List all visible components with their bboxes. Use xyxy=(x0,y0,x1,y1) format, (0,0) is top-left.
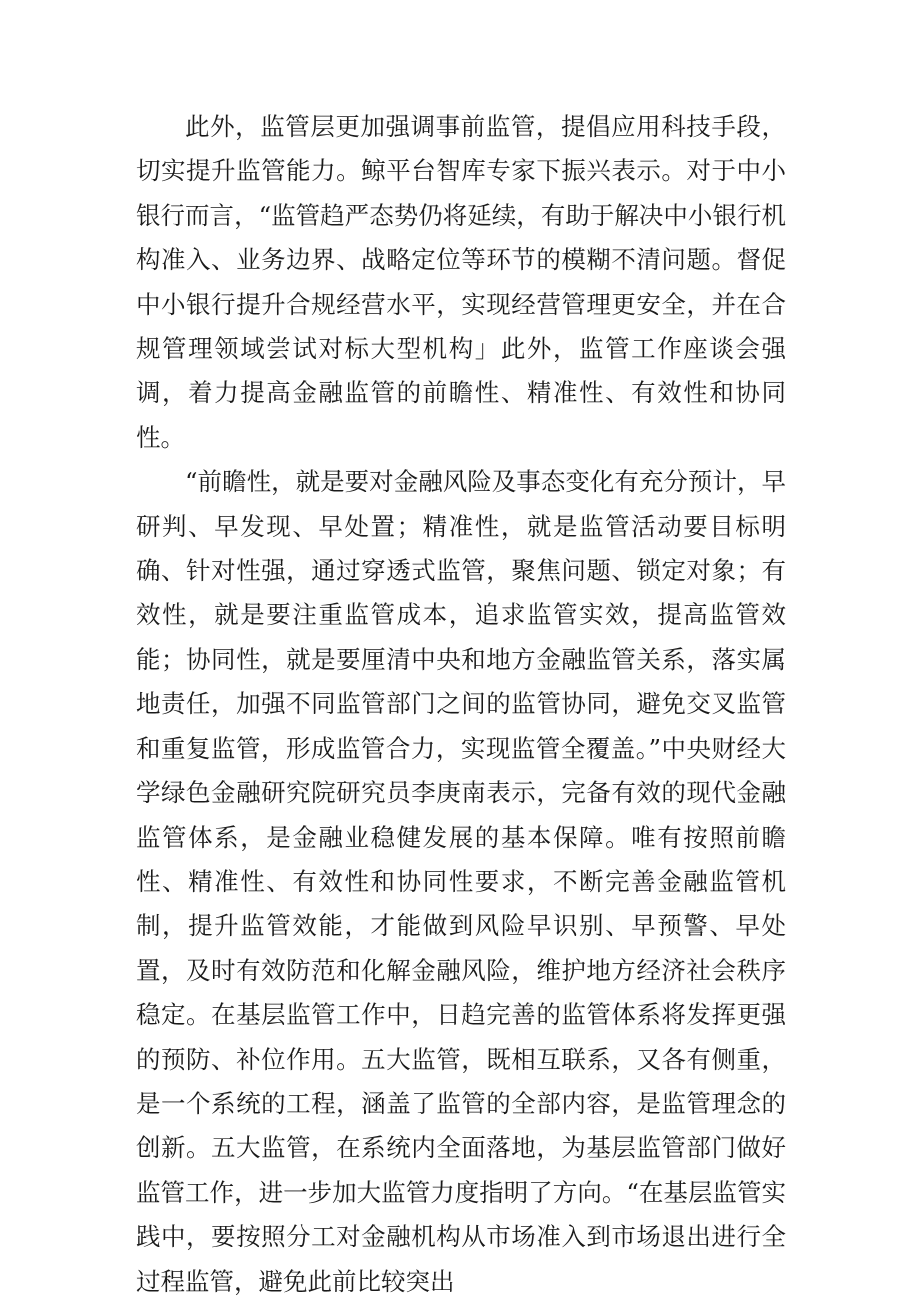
paragraph-2: “前瞻性，就是要对金融风险及事态变化有充分预计，早研判、早发现、早处置；精准性，就是监管活动要目标明确、针对性强，通过穿透式监管，聚焦问题、锁定对象；有效性，就是要注重监管成本，追求监管实效，提高监管效能；协同性，就是要厘清中央和地方金融监管关系，落实属地责任，加强不同监管部门之间的监管协同，避免交叉监管和重复监管，形成监管合力，实现监管全覆盖。”中央财经大学绿色金融研究院研究员李庚南表示，完备有效的现代金融监管体系，是金融业稳健发展的基本保障。唯有按照前瞻性、精准性、有效性和协同性要求，不断完善金融监管机制，提升监管效能，才能做到风险早识别、早预警、早处置，及时有效防范和化解金融风险，维护地方经济社会秩序稳定。在基层监管工作中，日趋完善的监管体系将发挥更强的预防、补位作用。五大监管，既相互联系，又各有侧重，是一个系统的工程，涵盖了监管的全部内容，是监管理念的创新。五大监管，在系统内全面落地，为基层监管部门做好监管工作，进一步加大监管力度指明了方向。“在基层监管实践中，要按照分工对金融机构从市场准入到市场退出进行全过程监管，避免此前比较突出 xyxy=(136,467,786,1296)
body-text xyxy=(136,105,786,1304)
paragraph-1: 此外，监管层更加强调事前监管，提倡应用科技手段，切实提升监管能力。鲸平台智库专家下振兴表示。对于中小银行而言，“监管趋严态势仍将延续，有助于解决中小银行机构准入、业务边界、战略定位等环节的模糊不清问题。督促中小银行提升合规经营水平，实现经营管理更安全，并在合规管理领域尝试对标大型机构」此外，监管工作座谈会强调，着力提高金融监管的前瞻性、精准性、有效性和协同性。 xyxy=(136,112,786,452)
